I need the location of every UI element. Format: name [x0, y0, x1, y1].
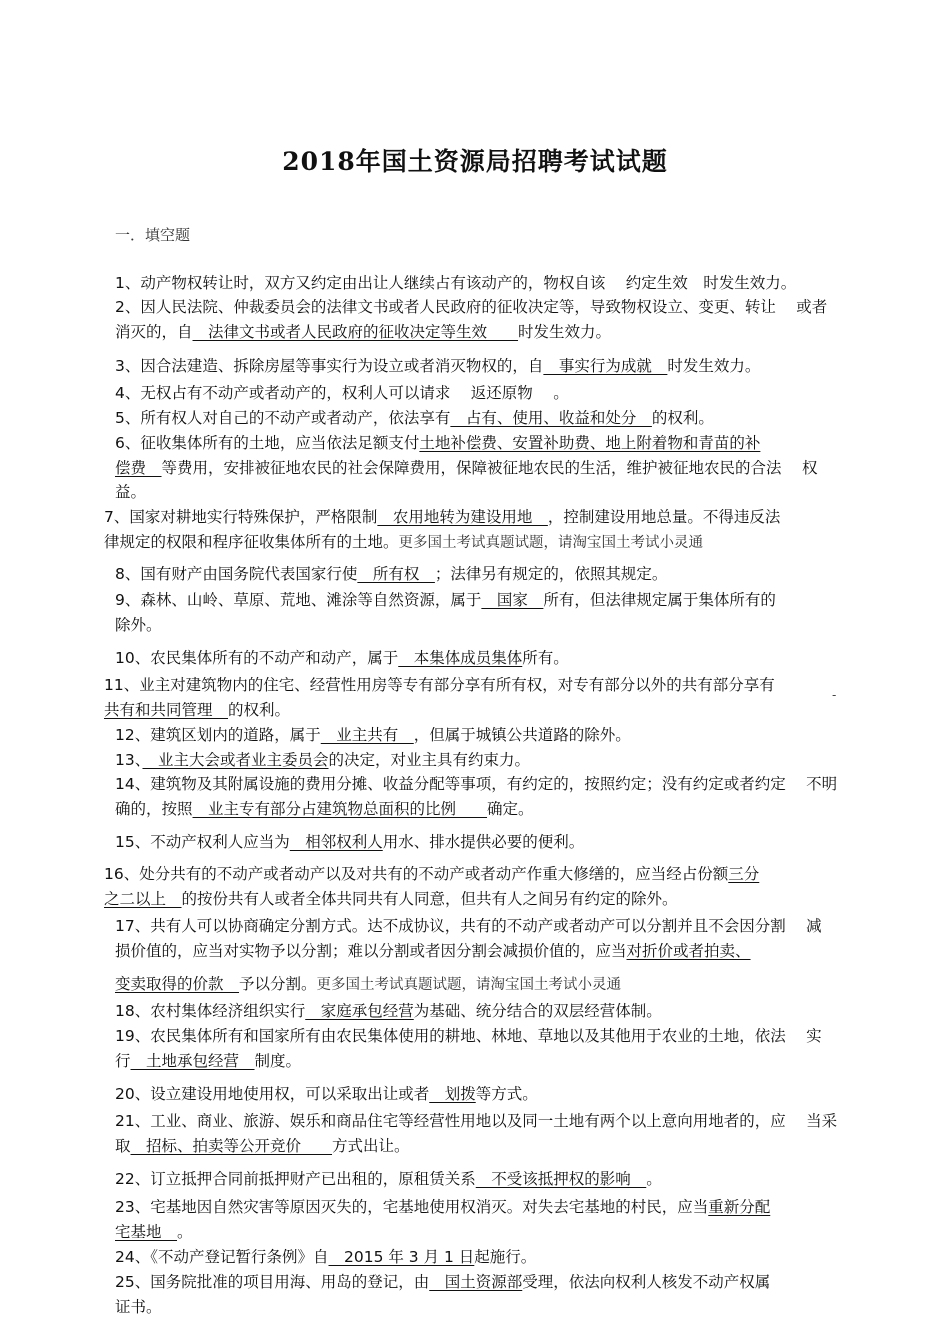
question-text: 消灭的，自: [115, 322, 193, 341]
question-line: [115, 748, 530, 773]
question-text: 益。: [115, 483, 147, 501]
question-14: [115, 772, 837, 821]
question-16: [104, 862, 759, 911]
answer-blank: 重新分配: [708, 1198, 771, 1216]
question-text: 。: [646, 1170, 662, 1188]
answer-blank: 事实行为成就: [543, 357, 668, 375]
question-line: [115, 723, 631, 748]
question-line: [115, 1245, 536, 1270]
question-text: 14、建筑物及其附属设施的费用分摊、收益分配等事项，有约定的，按照约定；没有约定或者约定 不明: [115, 775, 838, 793]
question-text: 等费用，安排被征地农民的社会保障费用，保障被征地农民的生活，维护被征地农民的合法 权: [161, 458, 818, 477]
answer-blank: 业主共有: [320, 726, 414, 744]
question-line: [115, 1195, 770, 1220]
question-line: [115, 1082, 538, 1107]
question-line: [115, 1167, 662, 1192]
question-21: [115, 1082, 538, 1107]
question-line: [115, 406, 714, 431]
question-text: 。: [177, 1222, 193, 1241]
question-text: 确的，按照: [115, 799, 193, 818]
question-24: [115, 1195, 770, 1244]
promo-note: 更多国土考试真题试题，请淘宝国土考试小灵通: [316, 977, 622, 993]
question-text: 的权利。: [228, 700, 291, 719]
answer-blank: 变卖取得的价款: [115, 975, 240, 993]
question-text: 24、《不动产登记暂行条例》自: [115, 1248, 329, 1266]
question-line: [115, 1270, 770, 1295]
answer-blank: 农用地转为建设用地: [377, 508, 548, 526]
question-text: 的权利。: [651, 409, 714, 427]
question-3: [115, 354, 760, 379]
question-text: 25、国务院批准的项目用海、用岛的登记，由: [115, 1273, 430, 1291]
question-12: [115, 723, 631, 748]
answer-blank: 划拨: [429, 1085, 476, 1103]
question-text: 23、宅基地因自然灾害等原因灭失的，宅基地使用权消灭。对失去宅基地的村民，应当: [115, 1198, 709, 1216]
question-text: 为基础、统分结合的双层经营体制。: [413, 1002, 662, 1020]
answer-blank: 2015 年 3 月 1 日: [328, 1248, 475, 1266]
question-text: ，控制建设用地总量。不得违反法: [547, 508, 781, 526]
question-10: [115, 646, 569, 671]
question-line: [115, 588, 776, 613]
question-text: 时发生效力。: [667, 357, 761, 375]
question-line: [115, 381, 569, 406]
question-line: [115, 271, 796, 296]
question-line: [115, 480, 817, 505]
question-line: [115, 772, 837, 797]
question-text: 制度。: [254, 1051, 302, 1070]
question-6: [115, 431, 817, 505]
section-heading: 一．填空题: [115, 226, 191, 244]
question-text: 的决定，对业主具有约束力。: [328, 751, 531, 769]
answer-blank: 业主大会或者业主委员会: [142, 751, 329, 769]
question-text: 证书。: [115, 1297, 162, 1316]
question-text: 确定。: [487, 799, 534, 818]
answer-blank: 家庭承包经营: [305, 1002, 414, 1020]
question-text: 时发生效力。: [518, 322, 612, 341]
question-text: 13、: [115, 751, 143, 769]
answer-blank: 三分: [728, 865, 760, 883]
question-line: [115, 999, 662, 1024]
question-text: 的按份共有人或者全体共同共有人同意，但共有人之间另有约定的除外。: [181, 889, 678, 908]
question-line: [115, 797, 837, 822]
question-text: 7、国家对耕地实行特殊保护，严格限制: [104, 508, 378, 526]
question-line: [115, 562, 667, 587]
question-text: 律规定的权限和程序征收集体所有的土地。: [104, 532, 399, 551]
question-text: 21、工业、商业、旅游、娱乐和商品住宅等经营性用地以及同一土地有两个以上意向用地者的，应 当采: [115, 1112, 838, 1130]
question-5: [115, 406, 714, 431]
question-text: 18、农村集体经济组织实行: [115, 1002, 306, 1020]
question-line: [115, 456, 817, 481]
question-text: 6、征收集体所有的土地，应当依法足额支付: [115, 434, 420, 452]
promo-note: 更多国土考试真题试题，请淘宝国土考试小灵通: [398, 534, 704, 551]
question-9: [115, 588, 776, 637]
document-title: 2018年国土资源局招聘考试试题: [282, 147, 668, 176]
question-line: [115, 1049, 822, 1074]
question-line: [115, 1134, 837, 1159]
question-text: ，但属于城镇公共道路的除外。: [413, 726, 631, 744]
question-text: 方式出让。: [332, 1136, 410, 1155]
question-text: 损价值的，应当对实物予以分割；难以分割或者因分割会减损价值的，应当: [115, 941, 627, 960]
question-1: [115, 271, 796, 296]
question-13: [115, 748, 530, 773]
question-line: [115, 1109, 837, 1134]
question-text: 19、农民集体所有和国家所有由农民集体使用的耕地、林地、草地以及其他用于农业的土地，依法 实: [115, 1027, 822, 1045]
answer-blank: 国家: [481, 591, 544, 609]
question-line: [115, 939, 822, 964]
question-text: 受理，依法向权利人核发不动产权属: [522, 1273, 771, 1291]
answer-blank: 本集体成员集体: [398, 649, 523, 667]
question-text: 4、无权占有不动产或者动产的，权利人可以请求 返还原物 。: [115, 384, 569, 402]
question-text: 8、国有财产由国务院代表国家行使: [115, 565, 358, 583]
question-text: 予以分割。: [239, 975, 317, 993]
question-line: [115, 830, 584, 855]
answer-blank: 之二以上: [104, 889, 182, 908]
question-line: [104, 530, 780, 556]
question-text: 10、农民集体所有的不动产和动产，属于: [115, 649, 399, 667]
answer-blank: 招标、拍卖等公开竞价: [130, 1136, 333, 1155]
question-text: 16、处分共有的不动产或者动产以及对共有的不动产或者动产作重大修缮的，应当经占份额: [104, 865, 729, 883]
question-line: [115, 1024, 822, 1049]
question-19: [115, 999, 662, 1024]
answer-blank: 占有、使用、收益和处分: [450, 409, 652, 427]
question-text: 2、因人民法院、仲裁委员会的法律文书或者人民政府的征收决定等，导致物权设立、变更、转让 或者: [115, 298, 828, 316]
question-text: 12、建筑区划内的道路，属于: [115, 726, 321, 744]
question-text: 1、动产物权转让时，双方又约定由出让人继续占有该动产的，物权自该 约定生效 时发生效力。: [115, 274, 797, 292]
question-text: 15、不动产权利人应当为: [115, 833, 290, 851]
question-line: [104, 698, 775, 723]
question-line: [115, 613, 776, 638]
question-text: 9、森林、山岭、草原、荒地、滩涂等自然资源，属于: [115, 591, 482, 609]
question-4: [115, 381, 569, 406]
answer-blank: 共有和共同管理: [104, 700, 229, 719]
question-line: [115, 320, 827, 345]
answer-blank: 土地承包经营: [130, 1051, 255, 1070]
question-25: [115, 1245, 536, 1270]
question-line: [115, 354, 760, 379]
question-17: [115, 914, 822, 963]
question-text: 所有。: [522, 649, 569, 667]
stray-dash: -: [832, 688, 837, 702]
question-line: [115, 1295, 770, 1320]
question-text: 22、订立抵押合同前抵押财产已出租的，原租赁关系: [115, 1170, 476, 1188]
answer-blank: 所有权: [357, 565, 435, 583]
question-text: 用水、排水提供必要的便利。: [382, 833, 585, 851]
question-7: [104, 505, 780, 555]
question-text: 20、设立建设用地使用权，可以采取出让或者: [115, 1085, 430, 1103]
question-22: [115, 1109, 837, 1158]
question-26: [115, 1270, 770, 1319]
question-2: [115, 295, 827, 344]
question-text: 起施行。: [474, 1248, 537, 1266]
question-23: [115, 1167, 662, 1192]
question-line: [104, 505, 780, 530]
question-line: [115, 646, 569, 671]
answer-blank: 法律文书或者人民政府的征收决定等生效: [192, 322, 519, 341]
question-text: 5、所有权人对自己的不动产或者动产，依法享有: [115, 409, 451, 427]
answer-blank: 土地补偿费、安置补助费、地上附着物和青苗的补: [419, 434, 761, 452]
question-text: 行: [115, 1051, 131, 1070]
answer-blank: 相邻权利人: [289, 833, 383, 851]
question-8: [115, 562, 667, 587]
question-text: 除外。: [115, 615, 162, 634]
question-text: ；法律另有规定的，依照其规定。: [434, 565, 668, 583]
question-line: [104, 862, 759, 887]
question-line: [115, 295, 827, 320]
question-line: [104, 673, 775, 698]
question-20: [115, 1024, 822, 1073]
question-line: [115, 431, 817, 456]
question-text: 取: [115, 1136, 131, 1155]
question-18: [115, 972, 621, 998]
answer-blank: 不受该抵押权的影响: [475, 1170, 647, 1188]
question-text: 3、因合法建造、拆除房屋等事实行为设立或者消灭物权的，自: [115, 357, 544, 375]
question-text: 所有，但法律规定属于集体所有的: [543, 591, 776, 609]
answer-blank: 宅基地: [115, 1222, 178, 1241]
question-text: 11、业主对建筑物内的住宅、经营性用房等专有部分享有所有权，对专有部分以外的共有部分享有: [104, 676, 775, 694]
answer-blank: 对折价或者拍卖、: [626, 941, 751, 960]
answer-blank: 业主专有部分占建筑物总面积的比例: [192, 799, 488, 818]
answer-blank: 国土资源部: [429, 1273, 523, 1291]
question-text: 等方式。: [475, 1085, 538, 1103]
question-line: [104, 887, 759, 912]
question-11: [104, 673, 775, 722]
question-15: [115, 830, 584, 855]
question-line: [115, 972, 621, 998]
question-line: [115, 1220, 770, 1245]
answer-blank: 偿费: [115, 458, 162, 477]
question-line: [115, 914, 822, 939]
question-text: 17、共有人可以协商确定分割方式。达不成协议，共有的不动产或者动产可以分割并且不会因分割 减: [115, 917, 822, 935]
